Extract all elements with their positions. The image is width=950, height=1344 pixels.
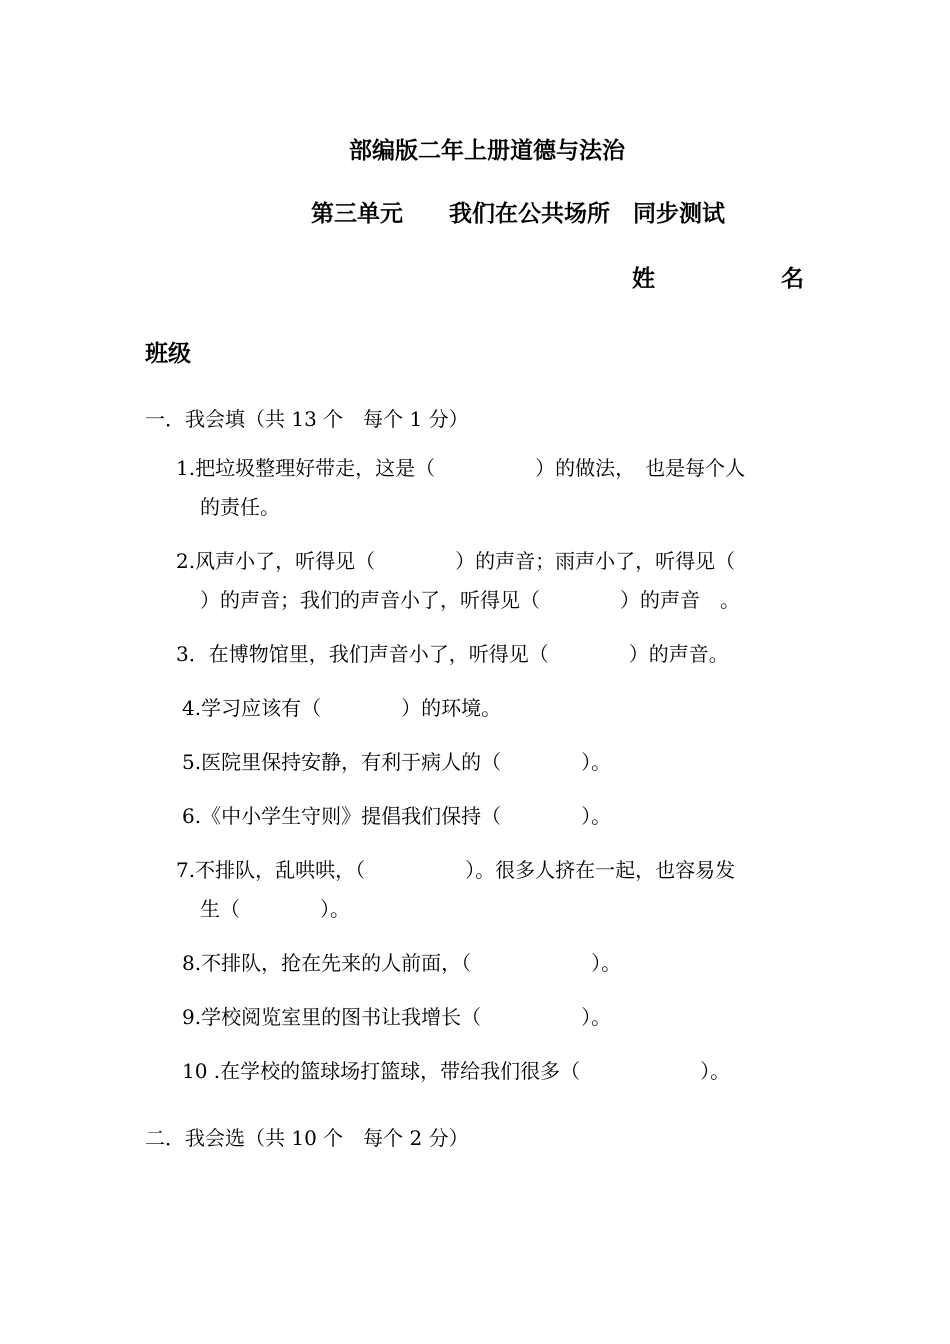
question-9: 9.学校阅览室里的图书让我增长（ ）。 — [182, 1005, 612, 1029]
section-1-heading: 一．我会填（共 13 个 每个 1 分） — [145, 407, 469, 431]
page-subtitle: 第三单元 我们在公共场所 同步测试 — [311, 201, 725, 227]
question-5: 5.医院里保持安静，有利于病人的（ ）。 — [182, 750, 612, 774]
question-2-line-1: 2.风声小了，听得见（ ）的声音；雨声小了，听得见（ — [176, 549, 736, 573]
section-2-heading: 二．我会选（共 10 个 每个 2 分） — [145, 1126, 469, 1150]
question-4: 4.学习应该有（ ）的环境。 — [182, 696, 502, 720]
question-7-line-1: 7.不排队，乱哄哄，（ ）。很多人挤在一起，也容易发 — [176, 858, 736, 882]
page-title: 部编版二年上册道德与法治 — [349, 138, 625, 164]
name-label-second-char: 名 — [781, 266, 804, 292]
question-3: 3．在博物馆里，我们声音小了，听得见（ ）的声音。 — [176, 642, 729, 666]
question-2-line-2: ）的声音；我们的声音小了，听得见（ ）的声音 。 — [200, 588, 740, 612]
question-1-line-2: 的责任。 — [200, 495, 280, 519]
question-1-line-1: 1.把垃圾整理好带走，这是（ ）的做法， 也是每个人 — [176, 456, 746, 480]
question-10: 10 .在学校的篮球场打篮球，带给我们很多（ ）。 — [182, 1059, 731, 1083]
name-label-first-char: 姓 — [632, 266, 655, 292]
question-6: 6.《中小学生守则》提倡我们保持（ ）。 — [182, 804, 612, 828]
class-label: 班级 — [145, 341, 191, 367]
question-7-line-2: 生（ ）。 — [200, 897, 350, 921]
question-8: 8.不排队，抢在先来的人前面，（ ）。 — [182, 951, 622, 975]
